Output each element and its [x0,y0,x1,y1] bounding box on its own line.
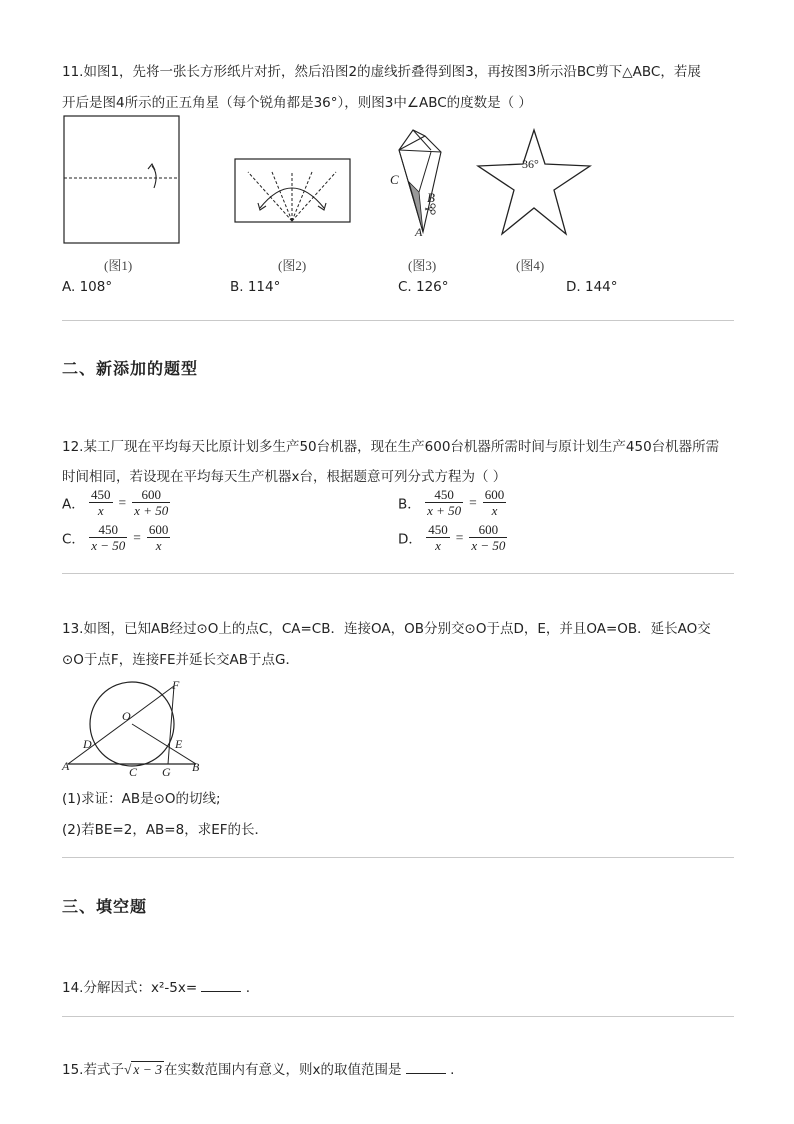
q11-line2: 开后是图4所示的正五角星（每个锐角都是36°），则图3中∠ABC的度数是（ ） [62,95,532,111]
numerator: 600 [132,487,170,503]
q14-tail: . [245,980,251,996]
q14-text: 14.分解因式：x²-5x= [62,980,198,996]
numerator: 450 [425,487,463,503]
figure-4 [474,128,594,242]
option-label: C． [62,531,85,548]
sqrt-expression: √ x − 3 [123,1062,163,1077]
q13-line2: ⊙O于点F，连接FE并延长交AB于点G． [62,652,299,668]
q12-option-c[interactable] [62,522,170,553]
fig3-label-c: C [390,172,399,187]
fig2-caption: (图2) [278,258,307,273]
q13-sub2: (2)若BE=2，AB=8，求EF的长． [62,822,269,838]
fraction-left [89,487,113,518]
numerator: 600 [484,487,505,502]
fig1-caption: (图1) [104,258,133,273]
q15-pre: 15.若式子 [62,1062,124,1078]
denominator: x [435,538,441,553]
denominator: x [97,503,104,518]
denominator: x [155,538,162,553]
q11-line1: 11.如图1，先将一张长方形纸片对折，然后沿图2的虚线折叠得到图3，再按图3所示沿BC剪下△ABC，若展 [62,64,701,80]
q11-option-b[interactable]: B. 114° [230,279,281,295]
radicand: x − 3 [133,1062,163,1077]
numerator: 600 [469,522,507,538]
fraction-left [426,522,450,553]
label-g: G [162,765,171,779]
fig3-label-b: B [427,190,435,205]
option-label: B． [398,496,421,513]
fraction-right [483,487,507,518]
divider [62,320,734,321]
fraction-left [425,487,463,518]
label-f: F [172,678,180,692]
numerator: 450 [91,487,111,502]
q14-line [62,976,250,996]
q13-line1: 13.如图，已知AB经过⊙O上的点C，CA=CB．连接OA，OB分别交⊙O于点D，E，并且OA=OB．延长AO交 [62,621,711,637]
label-a: A [62,759,70,773]
q11-option-a[interactable]: A. 108° [62,279,113,295]
q12-option-d[interactable] [398,522,507,553]
fig4-caption: (图4) [516,258,545,273]
q12-option-a[interactable] [62,487,170,518]
q15-line [62,1058,454,1078]
divider [62,573,734,574]
denominator: x + 50 [134,503,169,518]
equals-sign: = [469,494,477,510]
fraction-right [147,522,171,553]
label-b: B [192,760,200,774]
q15-answer-blank[interactable] [406,1061,446,1074]
label-e: E [175,737,183,751]
numerator: 600 [148,522,169,537]
equals-sign: = [118,494,127,510]
q15-tail: . [450,1062,455,1078]
fig3-caption: (图3) [408,258,437,273]
q11-option-c[interactable]: C. 126° [398,279,449,295]
fig4-angle-label: 36° [522,157,539,171]
q12-line2: 时间相同，若设现在平均每天生产机器x台，根据题意可列分式方程为（ ） [62,469,507,485]
denominator: x − 50 [91,538,126,553]
label-o: O [122,709,131,723]
figure-2 [234,158,352,224]
q11-option-d[interactable]: D. 144° [566,279,618,295]
fig3-label-a: A [415,225,423,239]
equals-sign: = [133,529,141,545]
fraction-right [469,522,507,553]
q12-option-b[interactable] [398,487,506,518]
q15-post: 在实数范围内有意义，则x的取值范围是 [164,1062,402,1078]
figure-1 [62,114,182,246]
option-label: D． [398,531,422,548]
equals-sign: = [455,529,464,545]
fraction-right [132,487,170,518]
numerator: 450 [428,522,448,537]
denominator: x − 50 [471,538,506,553]
q13-sub1: (1)求证：AB是⊙O的切线; [62,791,221,807]
q12-line1: 12.某工厂现在平均每天比原计划多生产50台机器，现在生产600台机器所需时间与原计划生产450台机器所需 [62,439,720,455]
fraction-left [89,522,127,553]
option-label: A． [62,496,85,513]
section-title-2: 二、新添加的题型 [62,359,199,378]
label-d: D [83,737,92,751]
numerator: 450 [89,522,127,538]
section-title-3: 三、填空题 [62,897,148,916]
divider [62,1016,734,1017]
denominator: x [491,503,498,518]
denominator: x + 50 [427,503,462,518]
q14-answer-blank[interactable] [201,979,241,992]
label-c: C [129,765,138,779]
divider [62,857,734,858]
